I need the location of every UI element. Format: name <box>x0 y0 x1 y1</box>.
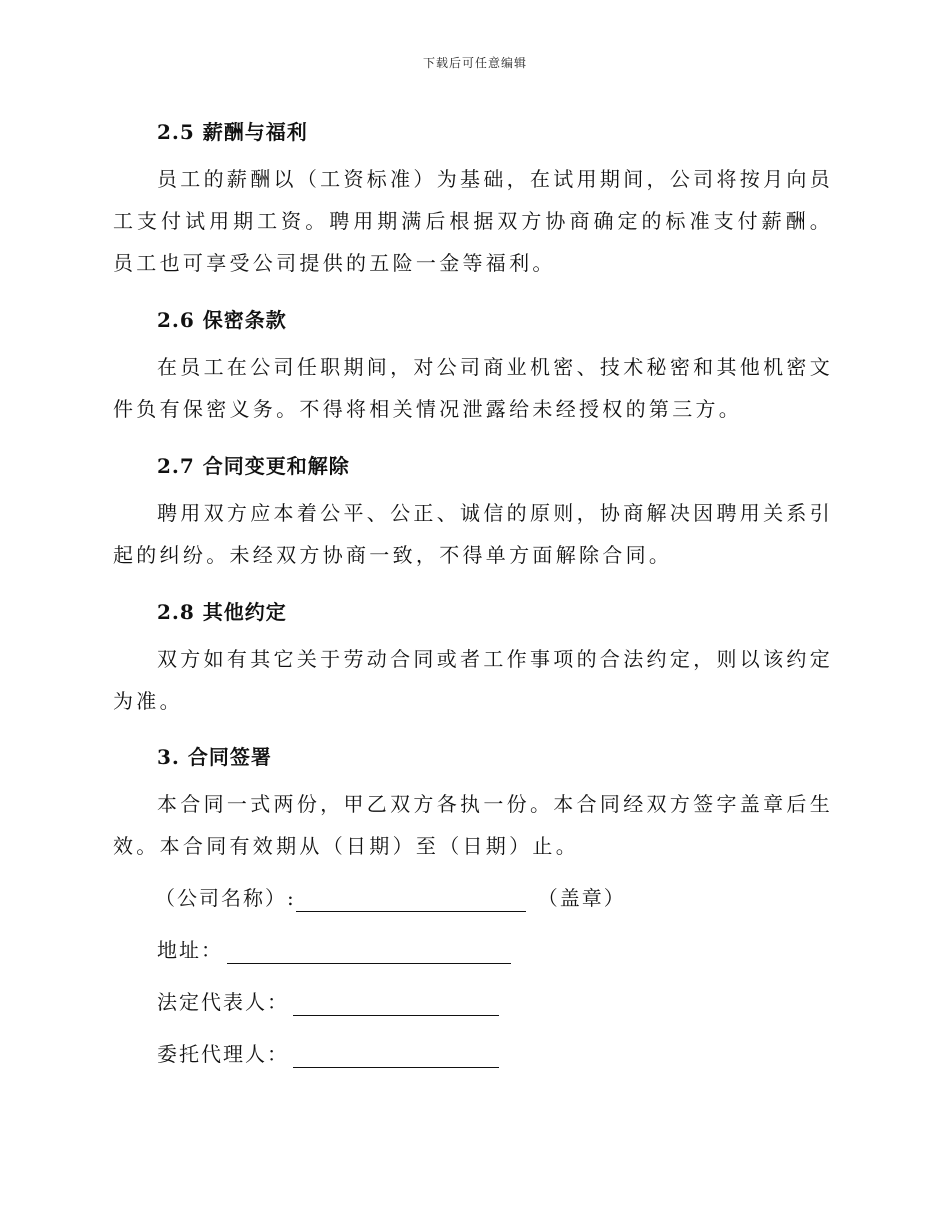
section-heading-signing: 3. 合同签署 <box>157 745 272 769</box>
agent-blank[interactable] <box>293 1045 499 1068</box>
seal-label: （盖章） <box>537 886 626 910</box>
section-body-salary: 员工的薪酬以（工资标准）为基础，在试用期间，公司将按月向员工支付试用期工资。聘用期满后根据双方协商确定的标准支付薪酬。员工也可享受公司提供的五险一金等福利。 <box>113 167 833 275</box>
signature-field-company <box>155 884 626 912</box>
section-heading-contract-change: 2.7 合同变更和解除 <box>157 454 350 478</box>
company-name-label: （公司名称）: <box>155 886 296 910</box>
signature-field-legal-rep <box>157 988 499 1016</box>
signature-field-agent <box>157 1040 499 1068</box>
section-heading-other-terms: 2.8 其他约定 <box>157 600 287 624</box>
section-heading-confidentiality: 2.6 保密条款 <box>157 308 287 332</box>
signature-field-address <box>157 936 511 964</box>
address-blank[interactable] <box>227 941 511 964</box>
section-body-confidentiality: 在员工在公司任职期间，对公司商业机密、技术秘密和其他机密文件负有保密义务。不得将相关情况泄露给未经授权的第三方。 <box>113 355 833 421</box>
company-name-blank[interactable] <box>296 889 526 912</box>
section-body-signing: 本合同一式两份，甲乙双方各执一份。本合同经双方签字盖章后生效。本合同有效期从（日期）至（日期）止。 <box>113 792 833 858</box>
section-body-other-terms: 双方如有其它关于劳动合同或者工作事项的合法约定，则以该约定为准。 <box>113 647 833 713</box>
legal-rep-label: 法定代表人： <box>157 990 289 1014</box>
section-heading-salary: 2.5 薪酬与福利 <box>157 120 308 144</box>
section-body-contract-change: 聘用双方应本着公平、公正、诚信的原则，协商解决因聘用关系引起的纠纷。未经双方协商一致，不得单方面解除合同。 <box>113 501 833 567</box>
legal-rep-blank[interactable] <box>293 993 499 1016</box>
agent-label: 委托代理人： <box>157 1042 289 1066</box>
address-label: 地址： <box>157 938 223 962</box>
page-header-note: 下载后可任意编辑 <box>422 56 527 70</box>
